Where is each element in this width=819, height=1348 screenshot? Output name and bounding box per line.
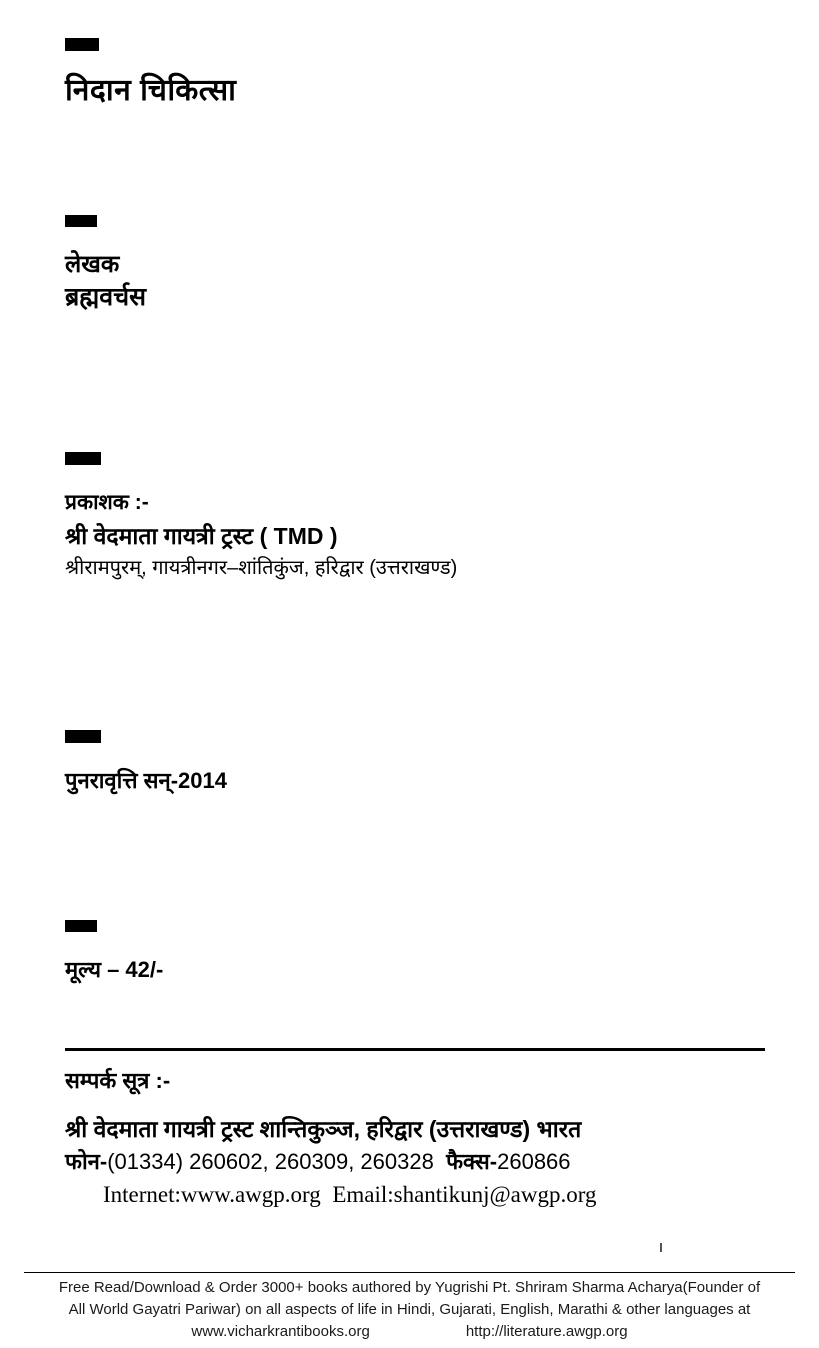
price-block bbox=[65, 920, 163, 984]
edition-block bbox=[65, 730, 227, 795]
footer-link-vicharkrantibooks[interactable]: www.vicharkrantibooks.org bbox=[191, 1322, 370, 1340]
bullet-marker-price bbox=[65, 920, 97, 932]
contact-block bbox=[65, 1065, 596, 1212]
phone-numbers: (01334) 260602, 260309, 260328 bbox=[107, 1149, 434, 1175]
contact-organization: श्री वेदमाता गायत्री ट्रस्ट शान्तिकुञ्ज, हरिद्वार (उत्तराखण्ड) भारत bbox=[65, 1116, 582, 1142]
page-tick-mark bbox=[660, 1243, 662, 1252]
price-text: मूल्य – 42/- bbox=[65, 957, 164, 982]
bullet-marker-publisher bbox=[65, 452, 101, 465]
footer-line-1: Free Read/Download & Order 3000+ books authored by Yugrishi Pt. Shriram Sharma Acharya(Founder of bbox=[58, 1279, 761, 1296]
footer-line-2: All World Gayatri Pariwar) on all aspects of life in Hindi, Gujarati, English, Marathi & other languages at bbox=[68, 1300, 751, 1318]
contact-divider bbox=[65, 1048, 765, 1051]
title-block bbox=[65, 38, 236, 109]
bullet-marker-author bbox=[65, 215, 97, 227]
contact-label: सम्पर्क सूत्र :- bbox=[65, 1068, 171, 1093]
phone-label: फोन- bbox=[65, 1149, 108, 1175]
publisher-label: प्रकाशक :- bbox=[65, 491, 149, 514]
author-block bbox=[65, 215, 146, 314]
publisher-address: श्रीरामपुरम्, गायत्रीनगर–शांतिकुंज, हरिद्वार (उत्तराखण्ड) bbox=[65, 557, 458, 579]
publisher-name: श्री वेदमाता गायत्री ट्रस्ट ( TMD ) bbox=[65, 522, 338, 549]
footer-link-literature-awgp[interactable]: http://literature.awgp.org bbox=[465, 1322, 628, 1340]
publisher-block bbox=[65, 452, 457, 583]
edition-text: पुनरावृत्ति सन्-2014 bbox=[65, 768, 227, 793]
fax-number: 260866 bbox=[497, 1149, 571, 1175]
email-address: Email:shantikunj@awgp.org bbox=[332, 1182, 597, 1208]
bullet-marker-edition bbox=[65, 730, 101, 743]
footer-divider bbox=[24, 1272, 795, 1273]
internet-address: Internet:www.awgp.org bbox=[103, 1182, 321, 1208]
book-title: निदान चिकित्सा bbox=[65, 74, 237, 107]
contact-web-line bbox=[103, 1178, 596, 1211]
author-label: लेखक bbox=[65, 251, 120, 278]
fax-label: फैक्स- bbox=[446, 1149, 498, 1175]
contact-phone-line bbox=[65, 1146, 596, 1178]
footer-note bbox=[0, 1277, 819, 1342]
bullet-marker-title bbox=[65, 38, 99, 51]
author-name: ब्रह्मवर्चस bbox=[65, 283, 146, 312]
footer-links bbox=[0, 1321, 819, 1343]
